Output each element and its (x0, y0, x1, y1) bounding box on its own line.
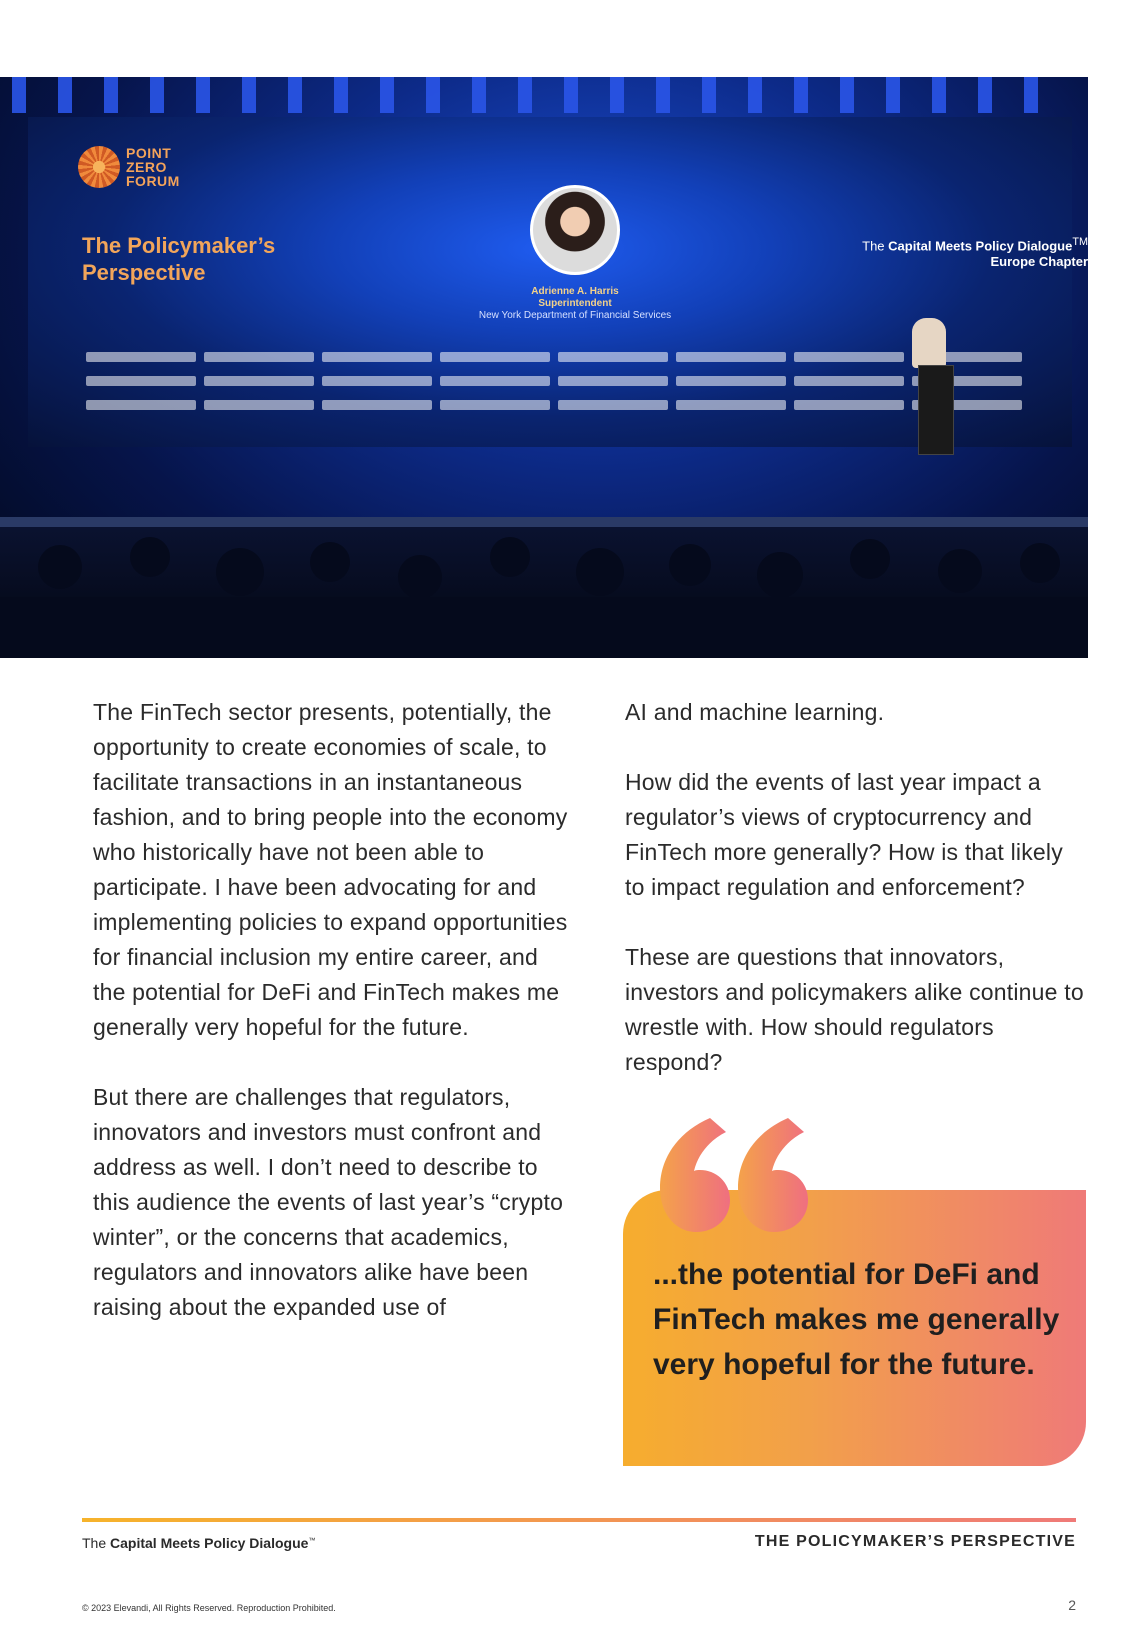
speaker-caption (470, 286, 680, 322)
paragraph: These are questions that innovators, investors and policymakers alike continue to wrestle with. How should regulators respond? (625, 944, 1084, 1075)
paragraph: But there are challenges that regulators, innovators and investors must confront and address as well. I don’t need to describe to this audience the events of last year’s “crypto winter”, or the concerns that academics, regulators and innovators alike have been raising about the expanded use of (93, 1084, 564, 1320)
speaker-figure (912, 318, 946, 368)
speaker-portrait (530, 185, 620, 275)
footer-brand: The Capital Meets Policy Dialogue™ (82, 1535, 316, 1551)
speaker-dept: New York Department of Financial Services (478, 310, 672, 321)
logo-line: POINT (126, 145, 172, 161)
logo-line: ZERO (126, 159, 167, 175)
speaker-name: Adrienne A. Harris (531, 286, 619, 297)
sponsor-banner-strip (86, 352, 1022, 432)
paragraph: The FinTech sector presents, potentially, the opportunity to create economies of scale, to facilitate transactions in an instantaneous fashion, and to bring people into the economy who historically have not been able to participate. I have been advocating for and implementing policies to expand opportunities for financial inclusion my entire career, and the potential for DeFi and FinTech makes me generally very hopeful for the future. (93, 699, 568, 1040)
footer-section-title: THE POLICYMAKER’S PERSPECTIVE (754, 1533, 1076, 1550)
podium (918, 365, 954, 455)
forum-logo-icon (78, 146, 120, 188)
quote-mark-icon (648, 1110, 808, 1240)
hero-title: The Policymaker’s Perspective (82, 233, 276, 285)
point-zero-forum-logo (78, 146, 180, 188)
logo-line: FORUM (126, 173, 180, 189)
left-column (93, 695, 568, 1360)
pull-quote-text: ...the potential for DeFi and FinTech makes me generally very hopeful for the future. (653, 1258, 1060, 1381)
paragraph: AI and machine learning. (625, 699, 885, 725)
page-number: 2 (1068, 1597, 1076, 1613)
footer-divider (82, 1518, 1076, 1522)
paragraph: How did the events of last year impact a regulator’s views of cryptocurrency and FinTech more generally? How is that likely to impact regulation and enforcement? (625, 769, 1063, 900)
audience (0, 527, 1088, 658)
copyright-notice: © 2023 Elevandi, All Rights Reserved. Reproduction Prohibited. (82, 1603, 336, 1613)
hero-event-title: The Capital Meets Policy Dialogue™ Europe Chapter (862, 236, 1088, 270)
right-column (625, 695, 1085, 1115)
stage-floor (0, 517, 1088, 527)
speaker-role: Superintendent (538, 298, 612, 309)
